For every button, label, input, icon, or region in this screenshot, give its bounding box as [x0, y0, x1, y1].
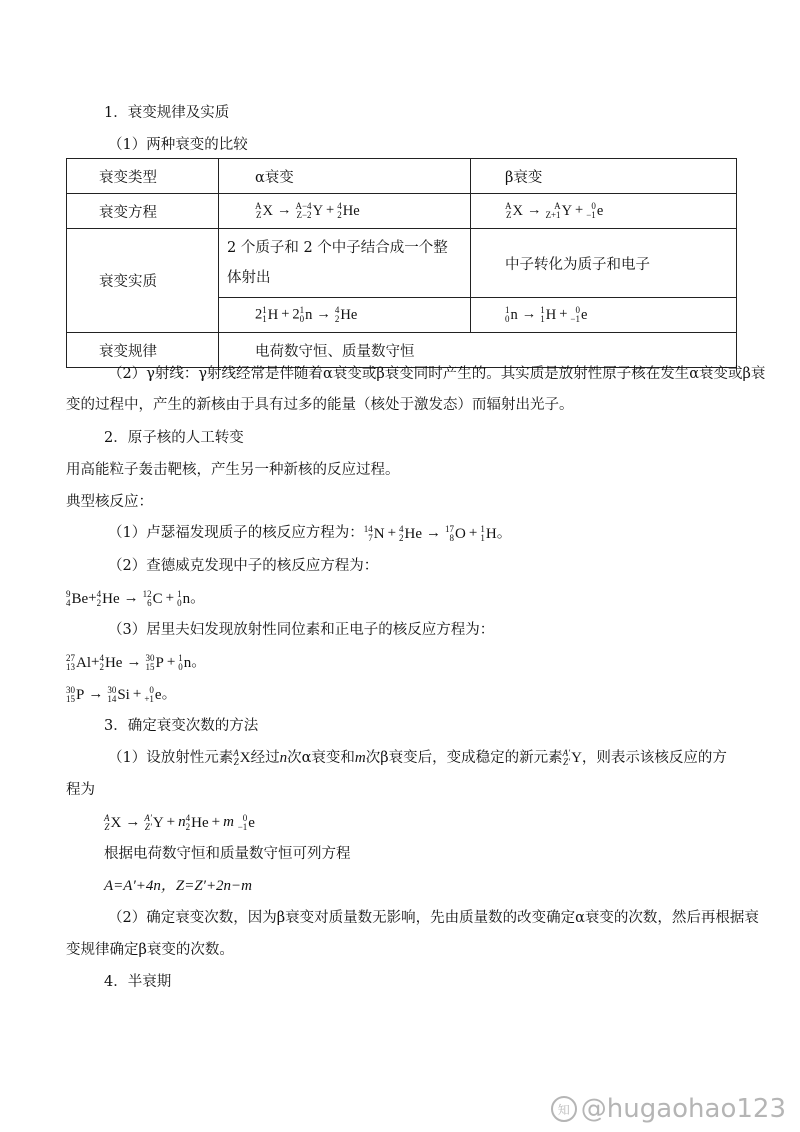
section-3-paragraph-1: （1）设放射性元素 A Z X 经过n次α衰变和m次β衰变后，变成稳定的新元素 A′ Z′ Y ，则表示该核反应的方 [108, 748, 727, 767]
decay-count-equation: A Z X → A′ Z′ Y + n 4 2 He + m 0 −1 e [104, 812, 255, 832]
table-header-alpha: α衰变 [219, 159, 471, 194]
nuclide: 0 +1 e [144, 684, 162, 704]
beta-essence-equation: 1 0 n → 1 1 H + 0 −1 e [471, 298, 737, 333]
nuclide: 1 0 n [177, 588, 191, 608]
table-header-beta: β衰变 [471, 159, 737, 194]
table-row [67, 333, 737, 368]
nuclide: 1 1 H [480, 523, 497, 543]
nuclide: A Z+1 Y [545, 201, 573, 220]
nuclide: 30 15 P [66, 684, 85, 704]
alpha-essence-text: 2 个质子和 2 个中子结合成一个整体射出 [219, 229, 471, 298]
nuclide: 4 2 He [337, 201, 360, 220]
curie-text: （3）居里夫妇发现放射性同位素和正电子的核反应方程为： [108, 622, 495, 638]
nuclide: 0 −1 e [237, 812, 255, 832]
nuclide: 1 0 n [299, 305, 313, 324]
nuclide: 9 4 Be [66, 588, 89, 608]
table-header-type: 衰变类型 [67, 159, 219, 194]
row-label-essence: 衰变实质 [67, 229, 219, 333]
table-row [67, 194, 737, 229]
nuclide: 30 15 P [145, 652, 164, 672]
section-2-intro: 用高能粒子轰击靶核，产生另一种新核的反应过程。 [66, 462, 400, 478]
table-row [67, 229, 737, 298]
section-4-heading: 4．半衰期 [104, 974, 172, 990]
nuclide: A−4 Z−2 Y [295, 201, 324, 220]
nuclide: A′ Z′ Y [562, 748, 582, 767]
watermark [551, 1094, 786, 1124]
section-1-subheading: （1）两种衰变的比较 [108, 137, 248, 153]
nuclide: 14 7 N [363, 523, 385, 543]
rutherford-line: （1）卢瑟福发现质子的核反应方程为： 14 7 N + 4 2 He → 17 8 O + 1 1 H 。 [108, 523, 512, 543]
section-2-heading: 2．原子核的人工转变 [104, 430, 244, 446]
nuclide: 27 13 Al [66, 652, 91, 672]
nuclide: 1 1 H [540, 305, 557, 324]
nuclide: 1 1 H [262, 305, 279, 324]
decay-comparison-table [66, 158, 737, 368]
gamma-paragraph-line-2: 变的过程中，产生的新核由于具有过多的能量（核处于激发态）而辐射出光子。 [66, 397, 574, 413]
nuclide: 4 2 He [96, 588, 120, 608]
section-3-heading: 3．确定衰变次数的方法 [104, 718, 259, 734]
nuclide: 1 0 n [178, 652, 192, 672]
nuclide: 0 −1 e [570, 305, 588, 324]
nuclide: A Z X [505, 201, 523, 220]
watermark-text: @hugaohao123 [580, 1094, 786, 1124]
nuclide: A Z X [255, 201, 273, 220]
alpha-essence-equation: 2 1 1 H + 2 1 0 n → 4 2 He [219, 298, 471, 333]
table-row [67, 159, 737, 194]
chadwick-equation: 9 4 Be + 4 2 He → 12 6 C + 1 0 n 。 [66, 588, 206, 608]
nuclide: 4 2 He [99, 652, 123, 672]
arrow: → [276, 202, 292, 219]
arrow: → [526, 202, 542, 219]
section-1-heading: 1．衰变规律及实质 [104, 105, 230, 121]
nuclide: A Z X [104, 812, 122, 832]
nuclide: 12 6 C [142, 588, 163, 608]
nuclide: 0 −1 e [586, 201, 604, 220]
nuclide: 30 14 Si [107, 684, 130, 704]
alpha-decay-equation: A Z X → A−4 Z−2 Y + 4 2 He [219, 194, 471, 229]
gamma-paragraph-line-1: （2）γ射线：γ射线经常是伴随着α衰变或β衰变同时产生的。其实质是放射性原子核在发生α衰变或β衰 [108, 366, 766, 382]
zhihu-logo-icon: 知 [551, 1096, 577, 1122]
beta-decay-equation: A Z X → A Z+1 Y + 0 −1 e [471, 194, 737, 229]
conservation-equations: A=A′+4n，Z=Z′+2n−m [104, 878, 253, 894]
section-3-paragraph-1-cont: 程为 [66, 782, 95, 798]
nuclide: 1 0 n [505, 305, 518, 324]
nuclide: 17 8 O [445, 523, 466, 543]
section-3-paragraph-2-line-2: 变规律确定β衰变的次数。 [66, 942, 234, 958]
row-label-rule: 衰变规律 [67, 333, 219, 368]
typical-reactions-label: 典型核反应： [66, 494, 153, 510]
curie-equation-1: 27 13 Al + 4 2 He → 30 15 P + 1 0 n 。 [66, 652, 207, 672]
row-label-equation: 衰变方程 [67, 194, 219, 229]
nuclide: A′ Z′ Y [144, 812, 164, 832]
nuclide: 4 2 He [334, 305, 358, 324]
curie-equation-2: 30 15 P → 30 14 Si + 0 +1 e 。 [66, 684, 177, 704]
nuclide: 4 2 He [185, 812, 209, 832]
nuclide: A Z X [233, 748, 251, 767]
conservation-text: 根据电荷数守恒和质量数守恒可列方程 [104, 846, 351, 862]
nuclide: 4 2 He [399, 523, 423, 543]
section-3-paragraph-2-line-1: （2）确定衰变次数，因为β衰变对质量数无影响，先由质量数的改变确定α衰变的次数，然后再根据衰 [108, 910, 759, 926]
decay-rule-text: 电荷数守恒、质量数守恒 [219, 333, 737, 368]
beta-essence-text: 中子转化为质子和电子 [471, 229, 737, 298]
chadwick-text: （2）查德威克发现中子的核反应方程为： [108, 558, 379, 574]
